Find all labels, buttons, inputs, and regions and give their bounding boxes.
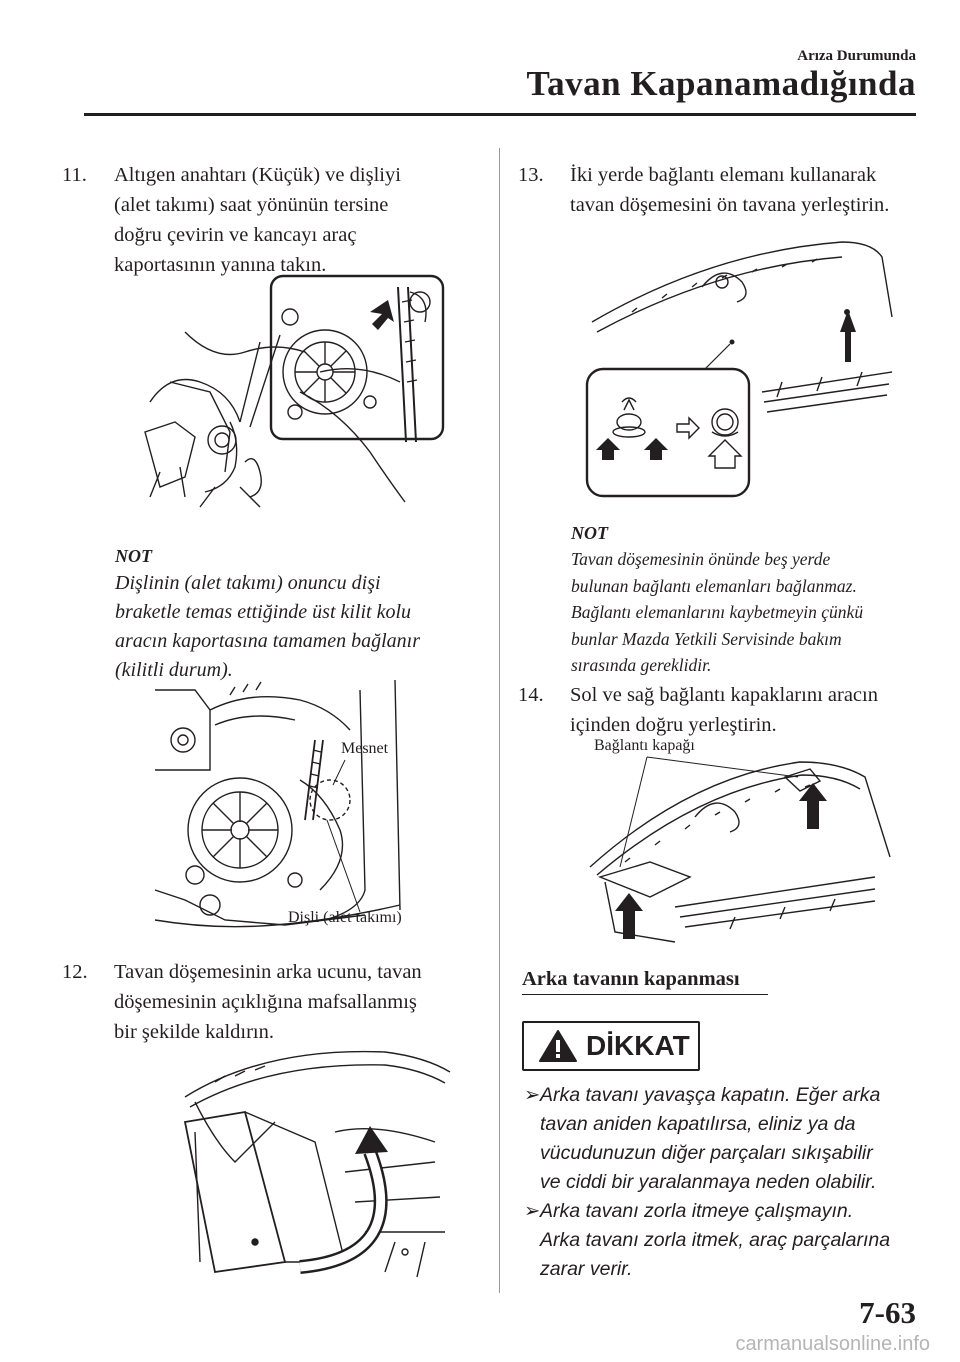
- note-heading: NOT: [115, 546, 152, 566]
- note-line: bunlar Mazda Yetkili Servisinde bakım: [571, 628, 842, 649]
- note-line: sırasında gereklidir.: [571, 655, 712, 675]
- caution-item: [524, 1197, 944, 1284]
- step-line: doğru çevirin ve kancayı araç: [114, 224, 357, 246]
- step-line: Altıgen anahtarı (Küçük) ve dişliyi: [114, 164, 401, 186]
- caution-line: Arka tavanı zorla itmeye çalışmayın.: [540, 1200, 854, 1222]
- step-line: Sol ve sağ bağlantı kapaklarını aracın: [570, 684, 878, 706]
- header-section-label: Arıza Durumunda: [797, 48, 916, 64]
- note-line: (kilitli durum).: [115, 659, 233, 681]
- step-number: 11.: [62, 164, 87, 186]
- caution-line: Arka tavanı yavaşça kapatın. Eğer arka: [540, 1084, 881, 1106]
- section-underline: [522, 994, 768, 995]
- note-line: Dişlinin (alet takımı) onuncu dişi: [115, 572, 381, 594]
- caution-box: [522, 1021, 700, 1071]
- figure-connection-covers: [585, 757, 895, 947]
- step-12: [62, 957, 492, 1047]
- bullet-arrow-icon: ➢: [524, 1084, 541, 1106]
- note-body: [571, 546, 951, 679]
- caution-line: zarar verir.: [540, 1258, 633, 1280]
- step-14: [518, 680, 948, 740]
- bullet-arrow-icon: ➢: [524, 1200, 541, 1222]
- warning-triangle-icon: [538, 1029, 578, 1063]
- label-baglanti-kapagi: Bağlantı kapağı: [594, 737, 695, 754]
- caution-item: [524, 1081, 944, 1197]
- note-heading: NOT: [571, 523, 608, 543]
- step-line: içinden doğru yerleştirin.: [570, 714, 777, 736]
- column-divider: [499, 148, 500, 1293]
- step-line: İki yerde bağlantı elemanı kullanarak: [570, 164, 877, 186]
- step-line: tavan döşemesini ön tavana yerleştirin.: [570, 194, 890, 216]
- caution-label: DİKKAT: [586, 1030, 690, 1061]
- caution-line: ve ciddi bir yaralanmaya neden olabilir.: [540, 1171, 877, 1193]
- watermark: carmanualsonline.info: [735, 1333, 930, 1355]
- figure-gear-wrench: [130, 272, 450, 512]
- note-line: braketle temas ettiğinde üst kilit kolu: [115, 601, 412, 623]
- figure-headliner-raise: [155, 1042, 450, 1282]
- header-rule: [84, 113, 916, 116]
- page-number: 7-63: [859, 1295, 916, 1330]
- step-11: [62, 160, 492, 280]
- step-line: döşemesinin açıklığına mafsallanmış: [114, 991, 417, 1013]
- caution-line: tavan aniden kapatılırsa, eliniz ya da: [540, 1113, 856, 1135]
- caution-line: vücudunuzun diğer parçaları sıkışabilir: [540, 1142, 873, 1164]
- note-line: Bağlantı elemanlarını kaybetmeyin çünkü: [571, 602, 864, 622]
- step-line: Tavan döşemesinin arka ucunu, tavan: [114, 961, 422, 983]
- step-number: 13.: [518, 164, 544, 186]
- step-line: kaportasının yanına takın.: [114, 254, 327, 276]
- step-line: (alet takımı) saat yönünün tersine: [114, 194, 389, 216]
- page-title: Tavan Kapanamadığında: [526, 64, 916, 103]
- note-line: Tavan döşemesinin önünde beş yerde: [571, 549, 831, 569]
- note-line: bulunan bağlantı elemanları bağlanmaz.: [571, 575, 857, 596]
- step-line: bir şekilde kaldırın.: [114, 1021, 274, 1043]
- caution-line: Arka tavanı zorla itmek, araç parçalarına: [540, 1229, 891, 1251]
- note-line: aracın kaportasına tamamen bağlanır: [115, 630, 420, 652]
- figure-fastener-install: [582, 232, 892, 502]
- figure-gear-detail: [155, 680, 415, 948]
- section-title: Arka tavanın kapanması: [522, 968, 740, 990]
- note-body: [115, 569, 495, 685]
- label-disli: Dişli (alet takımı): [288, 909, 402, 926]
- step-13: [518, 160, 948, 220]
- step-number: 14.: [518, 684, 544, 706]
- label-mesnet: Mesnet: [341, 740, 389, 757]
- step-number: 12.: [62, 961, 88, 983]
